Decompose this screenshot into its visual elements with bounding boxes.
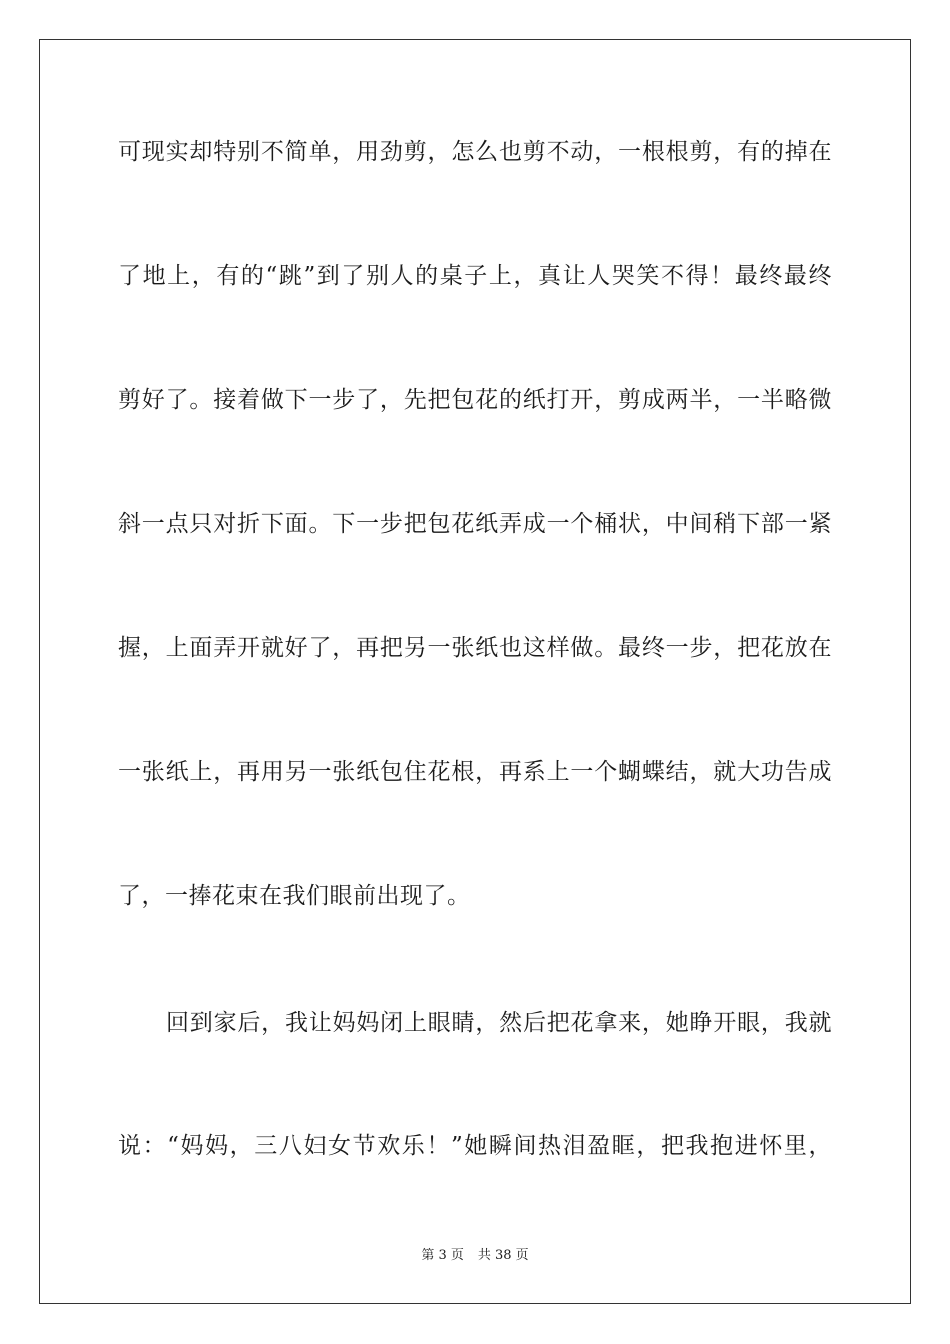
- paragraph-line-8: 回到家后，我让妈妈闭上眼睛，然后把花拿来，她睁开眼，我就: [166, 1010, 832, 1036]
- page-footer: [0, 1247, 950, 1265]
- paragraph-line-3: 剪好了。接着做下一步了，先把包花的纸打开，剪成两半，一半略微: [118, 387, 832, 413]
- paragraph-line-1: 可现实却特别不简单，用劲剪，怎么也剪不动，一根根剪，有的掉在: [118, 139, 832, 165]
- page-total: 共 38 页: [477, 1248, 529, 1263]
- paragraph-line-6: 一张纸上，再用另一张纸包住花根，再系上一个蝴蝶结，就大功告成: [118, 759, 832, 785]
- page-number: 第 3 页: [421, 1248, 464, 1263]
- paragraph-line-7: 了，一捧花束在我们眼前出现了。: [118, 883, 471, 909]
- page-border: [39, 39, 911, 1304]
- paragraph-line-9: 说：“妈妈，三八妇女节欢乐！”她瞬间热泪盈眶，把我抱进怀里，: [118, 1133, 832, 1159]
- paragraph-line-2: 了地上，有的“跳”到了别人的桌子上，真让人哭笑不得！最终最终: [118, 263, 832, 289]
- paragraph-line-4: 斜一点只对折下面。下一步把包花纸弄成一个桶状，中间稍下部一紧: [118, 511, 832, 537]
- paragraph-line-5: 握，上面弄开就好了，再把另一张纸也这样做。最终一步，把花放在: [118, 635, 832, 661]
